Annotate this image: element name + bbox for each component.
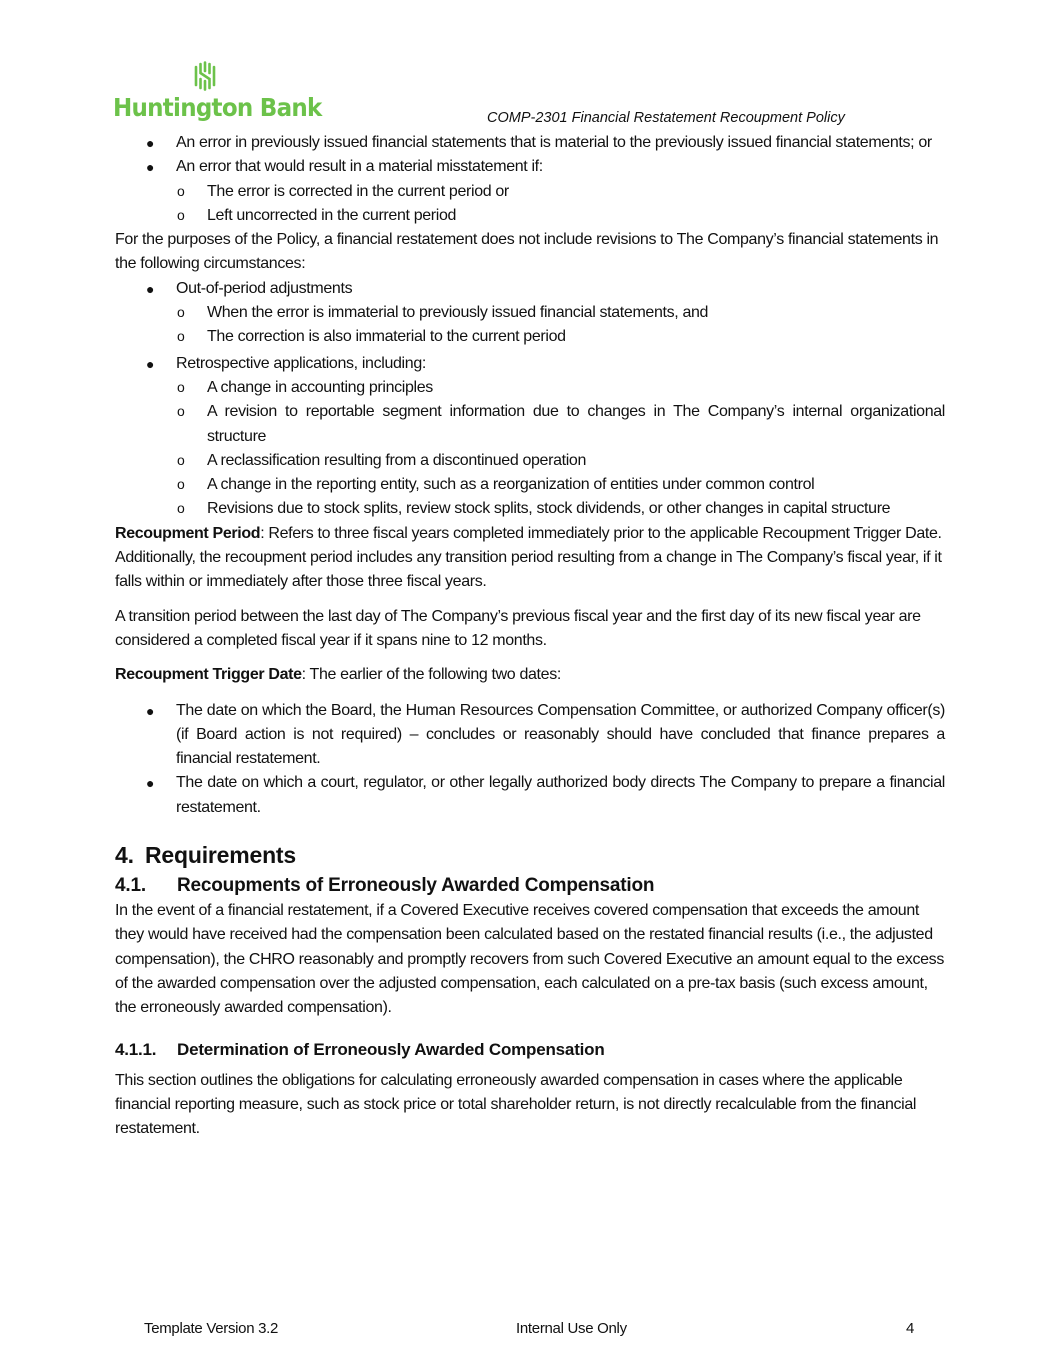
bullet-icon: ● (146, 159, 155, 176)
sub-bullet-icon: o (177, 206, 185, 223)
bullet-icon: ● (146, 355, 155, 372)
sub-list-item: o A reclassification resulting from a discontinued operation (115, 449, 945, 473)
subsection-heading-4-1-1: 4.1.1. Determination of Erroneously Awarded Compensation (115, 1039, 605, 1059)
sub-bullet-icon: o (177, 451, 185, 468)
document-body (115, 131, 945, 1141)
bullet-icon: ● (146, 135, 155, 151)
subsection-4-1-1-body: This section outlines the obligations for calculating erroneously awarded compensation in cases where the applicable financial reporting measure, such as stock price or total shareholder return, is not directly recalculable from the financial restatement. (115, 1071, 917, 1138)
sub-bullet-icon: o (177, 304, 185, 321)
footer-page-number: 4 (906, 1320, 915, 1337)
sub-bullet-icon: o (177, 378, 185, 395)
list-item: ● Retrospective applications, including: (115, 352, 945, 376)
sub-bullet-icon: o (177, 476, 185, 493)
term-trigger-date: Recoupment Trigger Date (115, 666, 302, 684)
subsection-4-1-body: In the event of a financial restatement, if a Covered Executive receives covered compensation that exceeds the amount they would have received had the compensation been calculated based on the restated financial results (i.e., the adjusted compensation), the CHRO reasonably and promptly recovers from such Covered Executive an amount equal to the excess of the awarded compensation over the adjusted compensation, each calculated on a pre-tax basis (such excess amount, the erroneously awarded compensation). (115, 902, 944, 1017)
exclusion-intro: For the purposes of the Policy, a financial restatement does not include revisions to The Company’s financial statements in the following circumstances: (115, 231, 939, 273)
sub-list-item: o A change in the reporting entity, such as a reorganization of entities under common control (115, 473, 945, 497)
bullet-icon: ● (146, 280, 155, 297)
sub-list-item: o The error is corrected in the current period or (115, 180, 945, 204)
term-recoupment-period: Recoupment Period (115, 524, 261, 542)
footer-template-version: Template Version 3.2 (144, 1320, 279, 1337)
list-item: ● An error that would result in a material misstatement if: (115, 155, 945, 179)
sub-bullet-icon: o (177, 403, 185, 420)
trigger-date-definition: Recoupment Trigger Date: The earlier of the following two dates: (115, 666, 561, 684)
huntington-hex-icon (190, 60, 220, 92)
subsection-heading-4-1: 4.1. Recoupments of Erroneously Awarded Compensation (115, 875, 655, 897)
trigger-date-list (115, 699, 945, 820)
sub-bullet-icon: o (177, 500, 185, 517)
sub-list-item: o Left uncorrected in the current period (115, 204, 945, 228)
huntington-logo (113, 60, 322, 126)
sub-list-item: o The correction is also immaterial to the current period (115, 325, 945, 349)
bullet-icon: ● (146, 775, 155, 792)
document-title: COMP-2301 Financial Restatement Recoupment Policy (487, 110, 845, 126)
sub-list-item: o Revisions due to stock splits, review stock splits, stock dividends, or other changes in capital structure (115, 497, 945, 521)
recoupment-period-definition: Recoupment Period: Refers to three fiscal years completed immediately prior to the applicable Recoupment Trigger Date. Additionally, the recoupment period includes any transition period resulting from a change in The Company’s fiscal year, if it falls within or immediately after those three fiscal years. (115, 524, 942, 591)
footer-classification: Internal Use Only (516, 1320, 627, 1337)
sub-bullet-icon: o (177, 328, 185, 345)
sub-list-item: o A change in accounting principles (115, 376, 945, 400)
transition-period-note: A transition period between the last day of The Company’s previous fiscal year and the first day of its new fiscal year are considered a completed fiscal year if it spans nine to 12 months. (115, 607, 921, 649)
restatement-criteria-list (115, 131, 945, 228)
sub-list-item: o A revision to reportable segment information due to changes in The Company’s internal organizational structure (115, 400, 945, 449)
sub-bullet-icon: o (177, 182, 185, 199)
list-item: ● An error in previously issued financial statements that is material to the previously issued financial statements; or (115, 131, 945, 155)
list-item: ● The date on which the Board, the Human Resources Compensation Committee, or authorized Company officer(s) (if Board action is not required) – concludes or reasonably should have concluded that finance prepares a financial restatement. (115, 699, 945, 772)
logo-wordmark: Huntington Bank (113, 93, 322, 122)
bullet-icon: ● (146, 702, 155, 719)
section-heading-requirements: 4. Requirements (115, 842, 296, 869)
exclusions-list (115, 277, 945, 522)
list-item: ● The date on which a court, regulator, or other legally authorized body directs The Company to prepare a financial restatement. (115, 771, 945, 820)
sub-list-item: o When the error is immaterial to previously issued financial statements, and (115, 301, 945, 325)
list-item: ● Out-of-period adjustments (115, 277, 945, 301)
